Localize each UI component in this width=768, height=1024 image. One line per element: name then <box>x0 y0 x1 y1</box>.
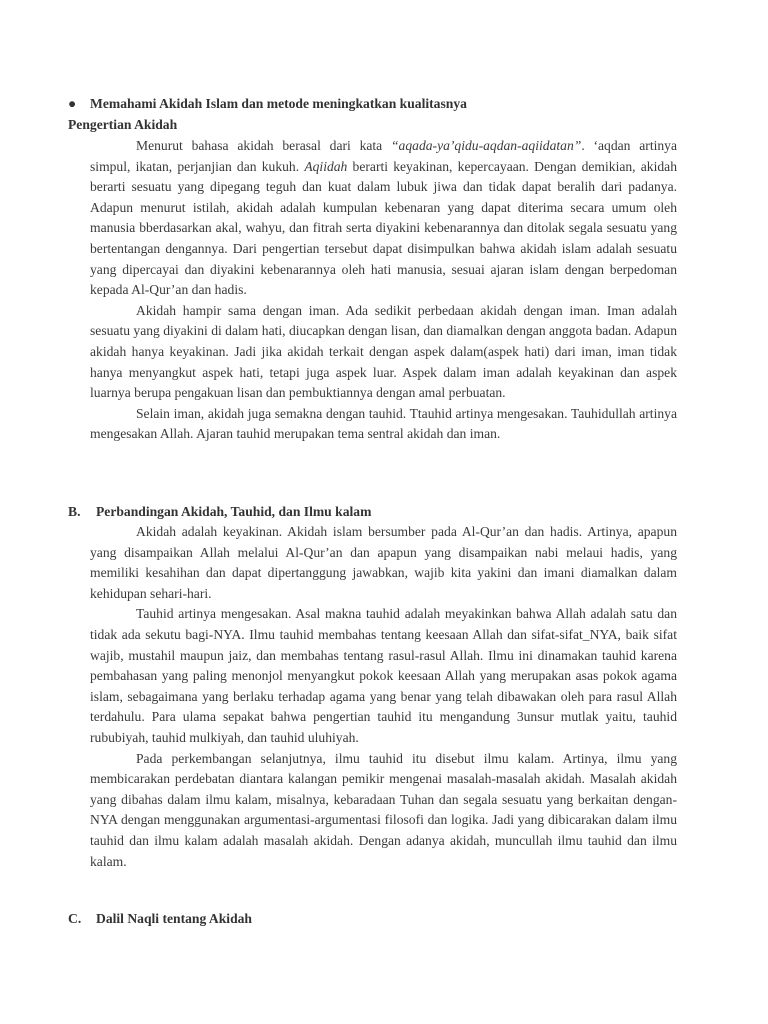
section-c-title: Dalil Naqli tentang Akidah <box>96 911 252 926</box>
paragraph-text: . ‘aqdan artinya simpul, ikatan, perjanjian dan kukuh. <box>90 138 677 174</box>
paragraph: Pada perkembangan selanjutnya, ilmu tauhid itu disebut ilmu kalam. Artinya, ilmu yang membicarakan perdebatan diantara kalangan pemikir mengenai masalah-masalah akidah. Masalah akidah yang dibahas dalam ilmu kalam, misalnya, kebaradaan Tuhan dan segala sesuatu yang berkaitan dengan-NYA dengan menggunakan argumentasi-argumentasi filosofi dan logika. Jadi yang dibicarakan dalam ilmu tauhid dan ilmu kalam adalah masalah akidah. Dengan adanya akidah, muncullah ilmu tauhid dan ilmu kalam. <box>90 750 677 869</box>
section-b-heading <box>68 504 371 520</box>
paragraph: Tauhid artinya mengesakan. Asal makna tauhid adalah meyakinkan bahwa Allah adalah satu dan tidak ada sekutu bagi-NYA. Ilmu tauhid membahas tentang keesaan Allah dan sifat-sifat_NYA, baik sifat wajib, mustahil maupun jaiz, dan membahas tentang rasul-rasul Allah. Ilmu ini dinamakan tauhid karena pembahasan yang paling menonjol menyangkut pokok keesaan Allah yang merupakan asas pokok agama islam, sebagaimana yang berlaku terhadap agama yang benar yang telah dibawakan oleh para rasul Allah terdahulu. Para ulama sepakat bahwa pengertian tauhid itu mengandung 3unsur mutlak yaitu, tauhid rububiyah, tauhid mulkiyah, dan tauhid uluhiyah. <box>90 606 677 745</box>
section-b-title: Perbandingan Akidah, Tauhid, dan Ilmu kalam <box>96 504 372 519</box>
bullet-icon: ● <box>68 96 77 111</box>
section-b-number: B. <box>68 504 81 519</box>
section-c-heading <box>68 911 252 927</box>
term-italic: Aqiidah <box>304 158 348 174</box>
bullet-heading <box>68 96 467 112</box>
term-italic: “aqada-ya’qidu-aqdan-aqiidatan” <box>391 138 582 153</box>
section-b-body <box>90 522 677 872</box>
bullet-heading-text: Memahami Akidah Islam dan metode meningkatkan kualitasnya <box>90 96 467 111</box>
paragraph-text: berarti keyakinan, kepercayaan. Dengan demikian, akidah berarti sesuatu yang dipegang teguh dan kuat dalam lubuk jiwa dan tidak dapat beralih dari padanya. Adapun menurut istilah, akidah adalah kumpulan kebenaran yang dapat diterima secara umum oleh manusia bberdasarkan akal, wahyu, dan fitrah serta diyakini kebenarannya dan ditolak segala sesuatu yang bertentangan dengannya. Dari pengertian tersebut dapat disimpulkan bahwa akidah islam adalah sesuatu yang dipercayai dan diyakini kebenarannya oleh hati manusia, sesuai ajaran islam dengan berpedoman kepada Al-Qur’an dan hadis. <box>90 158 677 298</box>
paragraph <box>90 136 677 301</box>
section-a-body <box>90 136 677 445</box>
paragraph: Selain iman, akidah juga semakna dengan tauhid. Ttauhid artinya mengesakan. Tauhidullah artinya mengesakan Allah. Ajaran tauhid merupakan tema sentral akidah dan iman. <box>90 405 677 442</box>
paragraph: Akidah hampir sama dengan iman. Ada sedikit perbedaan akidah dengan iman. Iman adalah sesuatu yang diyakini di dalam hati, diucapkan dengan lisan, dan diamalkan dengan anggota badan. Adapun akidah hanya keyakinan. Jadi jika akidah terkait dengan aspek dalam(aspek hati) dari iman, iman tidak hanya menyangkut aspek hati, tetapi juga aspek luar. Aspek dalam iman adalah keyakinan dan aspek luarnya berupa pengakuan lisan dan pembuktiannya dengan amal perbuatan. <box>90 302 678 401</box>
subheading-pengertian-akidah: Pengertian Akidah <box>68 117 178 132</box>
paragraph-text: Menurut bahasa akidah berasal dari kata <box>136 138 383 153</box>
section-c-number: C. <box>68 911 82 926</box>
paragraph: Akidah adalah keyakinan. Akidah islam bersumber pada Al-Qur’an dan hadis. Artinya, apapun yang disampaikan Allah melalui Al-Qur’an dan apapun yang disampaikan nabi melaui hadis, yang memiliki kesahihan dan dapat dipertanggung jawabkan, wajib kita yakini dan imani diamalkan dalam kehidupan sehari-hari. <box>90 524 677 601</box>
